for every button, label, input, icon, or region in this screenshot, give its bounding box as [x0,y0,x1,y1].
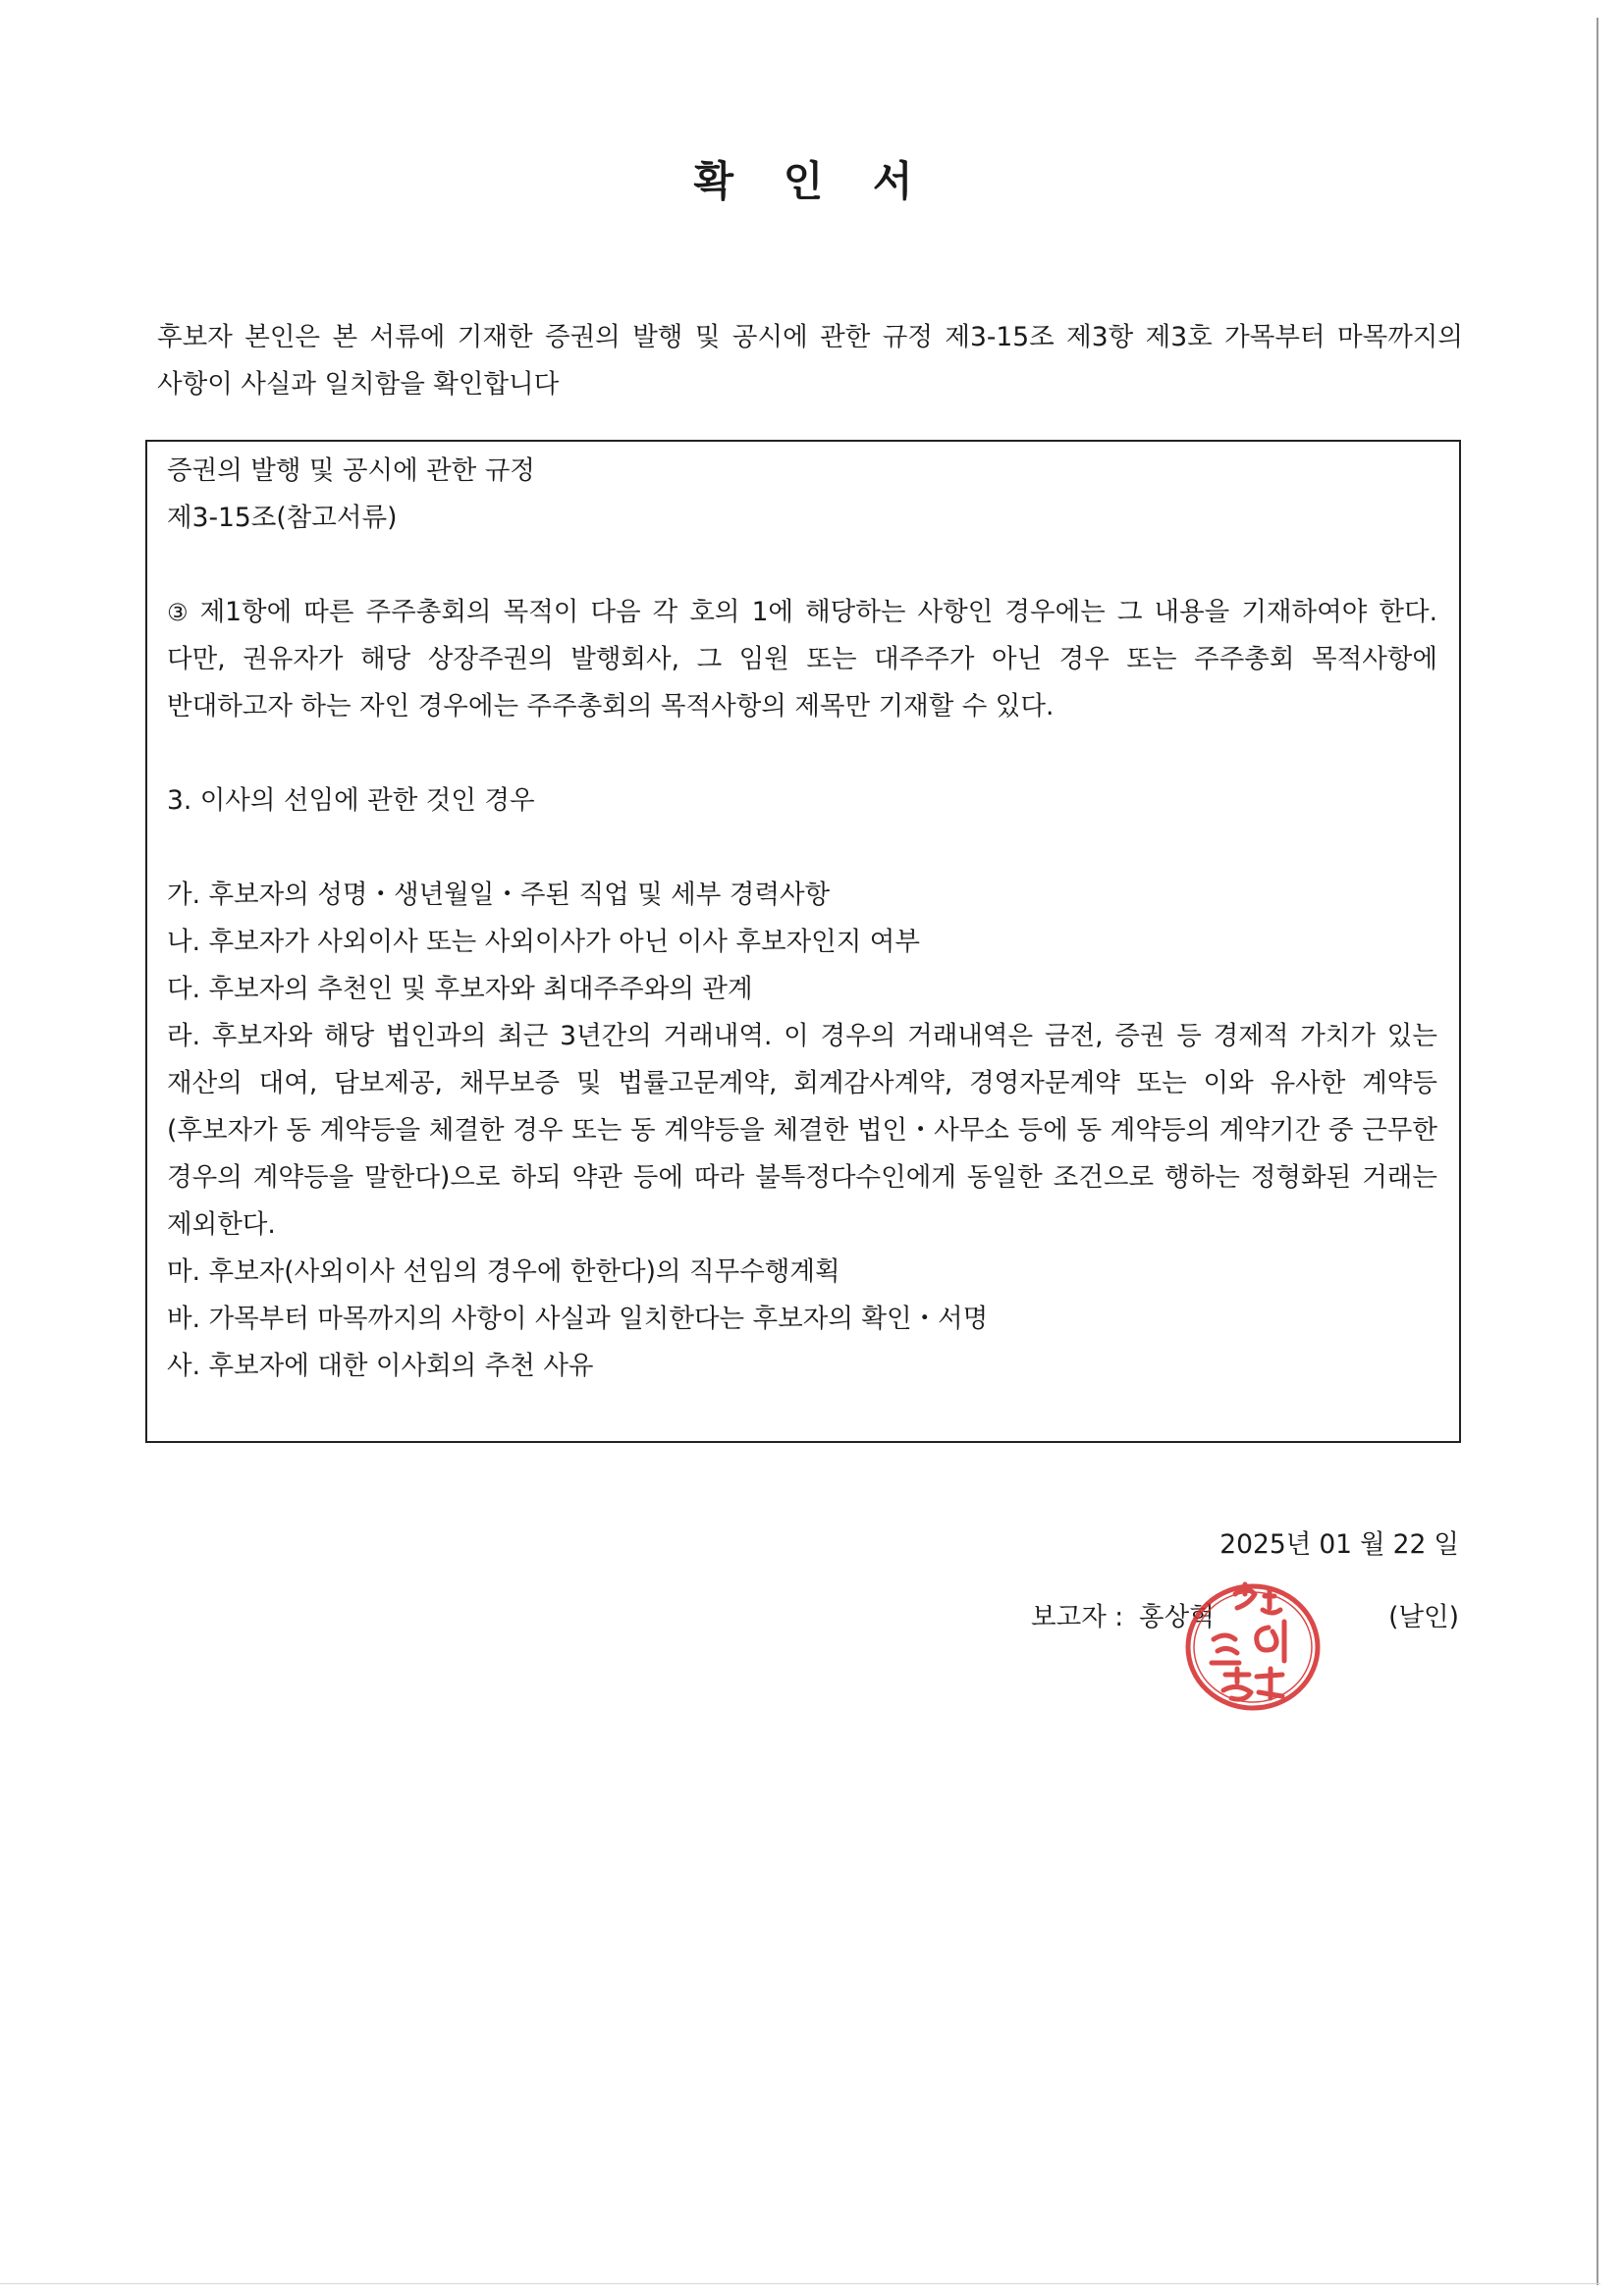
spacer [167,730,1437,777]
sub-item-ga: 가. 후보자의 성명・생년월일・주된 직업 및 세부 경력사항 [167,880,831,910]
date-year: 2025년 [1219,1529,1312,1560]
date-day: 22 [1392,1529,1427,1560]
clause-marker: ③ [167,599,189,626]
scan-edge-line [1597,18,1598,2285]
seal-stroke [1257,1669,1282,1698]
date-month: 01 [1319,1529,1353,1560]
document-title: 확 인 서 [693,157,931,205]
spacer [167,542,1437,589]
scan-edge-bottom-line [0,2283,1600,2284]
seal-outer-ring [1188,1586,1318,1708]
reporter-name: 홍상혁 [1139,1602,1215,1632]
reporter-label: 보고자 : [1031,1602,1124,1632]
spacer [167,825,1437,872]
item-heading: 3. 이사의 선임에 관한 것인 경우 [167,785,535,816]
seal-stroke [1223,1669,1251,1699]
regulation-box [145,440,1461,1443]
sub-item-da: 다. 후보자의 추천인 및 후보자와 최대주주와의 관계 [167,974,753,1004]
red-seal-stamp-icon [1174,1567,1331,1724]
date-day-unit: 일 [1434,1529,1459,1560]
regulation-article: 제3-15조(참고서류) [167,503,398,533]
clause-text: 제1항에 따른 주주총회의 목적이 다음 각 호의 1에 해당하는 사항인 경우에는 그 내용을 기재하여야 한다. 다만, 권유자가 해당 상장주권의 발행회사, 그 임원 또는 대주주가 아닌 경우 또는 주주총회 목적사항에 반대하고자 하는 자인 경우에는 주주총회의 목적사항의 제목만 기재할 수 있다. [167,597,1437,721]
sub-item-ma: 마. 후보자(사외이사 선임의 경우에 한한다)의 직무수행계획 [167,1256,840,1287]
intro-statement: 후보자 본인은 본 서류에 기재한 증권의 발행 및 공시에 관한 규정 제3-15조 제3항 제3호 가목부터 마목까지의 사항이 사실과 일치함을 확인합니다 [157,322,1463,400]
sub-item-na: 나. 후보자가 사외이사 또는 사외이사가 아닌 이사 후보자인지 여부 [167,927,920,957]
seal-note: (날인) [1388,1602,1459,1632]
sub-item-ba: 바. 가목부터 마목까지의 사항이 사실과 일치한다는 후보자의 확인・서명 [167,1304,989,1334]
regulation-name: 증권의 발행 및 공시에 관한 규정 [167,455,535,486]
sub-item-ra: 라. 후보자와 해당 법인과의 최근 3년간의 거래내역. 이 경우의 거래내역은 금전, 증권 등 경제적 가치가 있는 재산의 대여, 담보제공, 채무보증 및 법률고문계약, 회계감사계약, 경영자문계약 또는 이와 유사한 계약등(후보자가 동 계약등을 체결한 경우 또는 동 계약등을 체결한 법인・사무소 등에 동 계약등의 계약기간 중 근무한 경우의 계약등을 말한다)으로 하되 약관 등에 따라 불특정다수인에게 동일한 조건으로 행하는 정형화된 거래는 제외한다. [167,1021,1437,1240]
sub-item-sa: 사. 후보자에 대한 이사회의 추천 사유 [167,1351,594,1381]
seal-stroke [1257,1622,1284,1661]
signing-date [1080,1522,1459,1569]
date-month-unit: 월 [1360,1529,1385,1560]
clause-paragraph [167,589,1437,730]
seal-inner-ring [1194,1592,1312,1702]
seal-stroke [1212,1635,1239,1663]
